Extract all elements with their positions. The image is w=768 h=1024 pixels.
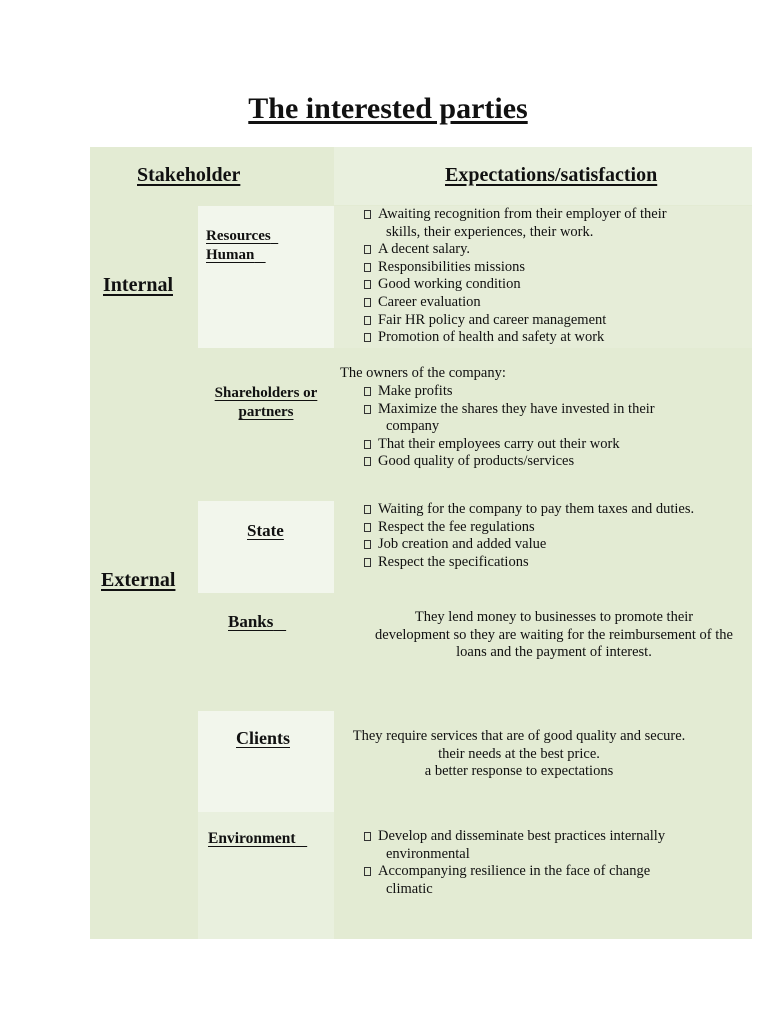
header-expectations-cell (334, 147, 752, 205)
stakeholder-name: State (247, 521, 284, 540)
stakeholder-name-text: Environment (208, 830, 296, 847)
bullet-item (364, 276, 667, 294)
expectations-state (334, 501, 752, 593)
checkbox-bullet-icon (364, 540, 371, 549)
stakeholder-name (208, 829, 307, 848)
bullet-text: Awaiting recognition from their employer of their (378, 206, 667, 222)
stakeholder-name-line2: partners (238, 404, 294, 420)
expectations-clients (334, 711, 752, 812)
expectations-intro: The owners of the company: (340, 365, 506, 381)
bullet-text: Respect the specifications (378, 553, 529, 570)
stakeholder-name (206, 227, 278, 265)
checkbox-bullet-icon (364, 558, 371, 567)
checkbox-bullet-icon (364, 316, 371, 325)
checkbox-bullet-icon (364, 440, 371, 449)
bullet-item (364, 206, 667, 241)
stakeholder-resources-human (198, 206, 334, 348)
bullet-text: Promotion of health and safety at work (378, 329, 605, 346)
bullet-item (364, 519, 694, 537)
checkbox-bullet-icon (364, 457, 371, 466)
header-stakeholder-cell (90, 147, 334, 205)
bullet-text: Career evaluation (378, 293, 481, 310)
text-line: their needs at the best price. (438, 745, 600, 762)
stakeholder-name: Clients (236, 728, 290, 748)
bullet-text: company (386, 418, 440, 435)
bullet-item (364, 401, 655, 436)
bullet-item (364, 294, 667, 312)
checkbox-bullet-icon (364, 210, 371, 219)
expectations-text (358, 609, 750, 662)
stakeholder-name (228, 612, 286, 631)
bullet-item (364, 241, 667, 259)
bullet-text: environmental (386, 845, 470, 862)
expectations-banks (334, 593, 752, 711)
bullet-text: Accompanying resilience in the face of change (378, 863, 651, 880)
stakeholder-clients (198, 711, 334, 812)
bullet-text: Job creation and added value (378, 536, 547, 553)
text-line: a better response to expectations (424, 763, 614, 780)
expectations-resources-human (334, 206, 752, 348)
bullet-text: Responsibilities missions (378, 258, 526, 275)
bullet-item (364, 863, 665, 898)
stakeholder-environment (198, 812, 334, 939)
document-title (0, 92, 768, 126)
expectations-environment (334, 812, 752, 939)
checkbox-bullet-icon (364, 405, 371, 414)
text-line: They lend money to businesses to promote their (414, 609, 694, 625)
checkbox-bullet-icon (364, 867, 371, 876)
bullet-text: Develop and disseminate best practices internally (378, 828, 666, 844)
checkbox-bullet-icon (364, 298, 371, 307)
checkbox-bullet-icon (364, 505, 371, 514)
bullet-item (364, 828, 665, 863)
bullet-list (364, 501, 694, 571)
bullet-item (364, 383, 655, 401)
stakeholder-name (198, 384, 334, 422)
expectations-shareholders (334, 348, 752, 501)
header-stakeholder: Stakeholder (137, 164, 241, 186)
bullet-item (364, 312, 667, 330)
stakeholder-state (198, 501, 334, 593)
stakeholder-name-line2: Human (206, 247, 255, 263)
header-expectations: Expectations/satisfaction (445, 164, 658, 186)
checkbox-bullet-icon (364, 387, 371, 396)
bullet-item (364, 329, 667, 347)
checkbox-bullet-icon (364, 245, 371, 254)
text-line: loans and the payment of interest. (456, 644, 652, 661)
stakeholder-banks (198, 593, 334, 711)
bullet-text: Good working condition (378, 276, 521, 293)
bullet-text: Maximize the shares they have invested in their (378, 400, 655, 417)
expectations-text (334, 728, 704, 781)
bullet-text: Fair HR policy and career management (378, 311, 607, 328)
bullet-text: Good quality of products/services (378, 453, 575, 470)
checkbox-bullet-icon (364, 263, 371, 272)
text-line: They require services that are of good quality and secure. (352, 728, 686, 744)
bullet-item (364, 259, 667, 277)
bullet-list (364, 206, 667, 347)
bullet-text: A decent salary. (378, 241, 471, 258)
stakeholder-shareholders (198, 348, 334, 501)
document-title-text: The interested parties (248, 92, 528, 125)
group-internal-label: Internal (103, 274, 173, 296)
stakeholder-name-line1: Resources (206, 228, 271, 244)
bullet-text: skills, their experiences, their work. (386, 223, 594, 240)
bullet-text: climatic (386, 880, 433, 897)
bullet-text: That their employees carry out their work (378, 435, 620, 452)
checkbox-bullet-icon (364, 832, 371, 841)
bullet-item (364, 554, 694, 572)
bullet-item (364, 453, 655, 471)
stakeholder-name-line1: Shareholders or (214, 385, 318, 401)
text-line: development so they are waiting for the reimbursement of the (375, 626, 733, 643)
stakeholder-table (90, 147, 752, 939)
bullet-text: Make profits (378, 383, 453, 399)
stakeholder-name-text: Banks (228, 612, 274, 631)
checkbox-bullet-icon (364, 280, 371, 289)
checkbox-bullet-icon (364, 333, 371, 342)
bullet-list (364, 828, 665, 898)
bullet-item (364, 536, 694, 554)
bullet-text: Waiting for the company to pay them taxes and duties. (378, 501, 695, 517)
bullet-item (364, 436, 655, 454)
checkbox-bullet-icon (364, 523, 371, 532)
bullet-item (364, 501, 694, 519)
group-external-label: External (101, 569, 176, 591)
bullet-text: Respect the fee regulations (378, 518, 535, 535)
bullet-list (364, 383, 655, 471)
